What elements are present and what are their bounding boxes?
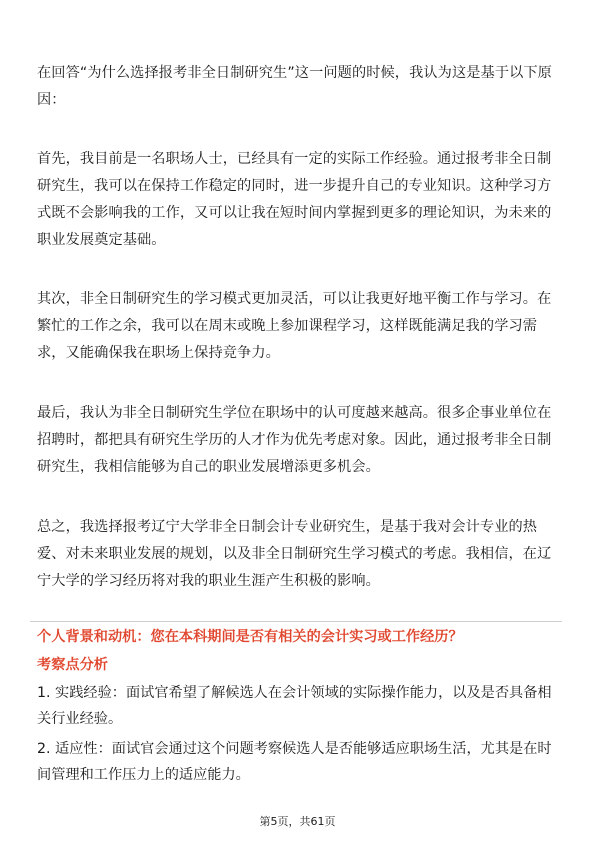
section-divider	[30, 621, 562, 622]
summary-paragraph: 总之，我选择报考辽宁大学非全日制会计专业研究生，是基于我对会计专业的热爱、对未来职业发展的规划，以及非全日制研究生学习模式的考虑。我相信，在辽宁大学的学习经历将对我的职业生涯产生积极的影响。	[37, 519, 552, 589]
analysis-point-2: 2. 适应性：面试官会通过这个问题考察候选人是否能够适应职场生活，尤其是在时间管理和工作压力上的适应能力。	[37, 741, 552, 783]
question-heading: 个人背景和动机：您在本科期间是否有相关的会计实习或工作经历？	[37, 629, 463, 645]
analysis-title: 考察点分析	[37, 657, 108, 673]
third-reason-paragraph: 最后，我认为非全日制研究生学位在职场中的认可度越来越高。很多企事业单位在招聘时，都把具有研究生学历的人才作为优先考虑对象。因此，通过报考非全日制研究生，我相信能够为自己的职业发展增添更多机会。	[37, 405, 552, 475]
page-footer: 第5页，共61页	[259, 815, 336, 828]
first-reason-paragraph: 首先，我目前是一名职场人士，已经具有一定的实际工作经验。通过报考非全日制研究生，我可以在保持工作稳定的同时，进一步提升自己的专业知识。这种学习方式既不会影响我的工作，又可以让我在短时间内掌握到更多的理论知识，为未来的职业发展奠定基础。	[37, 151, 552, 248]
second-reason-paragraph: 其次，非全日制研究生的学习模式更加灵活，可以让我更好地平衡工作与学习。在繁忙的工作之余，我可以在周末或晚上参加课程学习，这样既能满足我的学习需求，又能确保我在职场上保持竞争力。	[37, 291, 552, 361]
analysis-point-1: 1. 实践经验：面试官希望了解候选人在会计领域的实际操作能力，以及是否具备相关行业经验。	[37, 685, 552, 727]
intro-paragraph: 在回答“为什么选择报考非全日制研究生”这一问题的时候，我认为这是基于以下原因：	[37, 65, 552, 108]
